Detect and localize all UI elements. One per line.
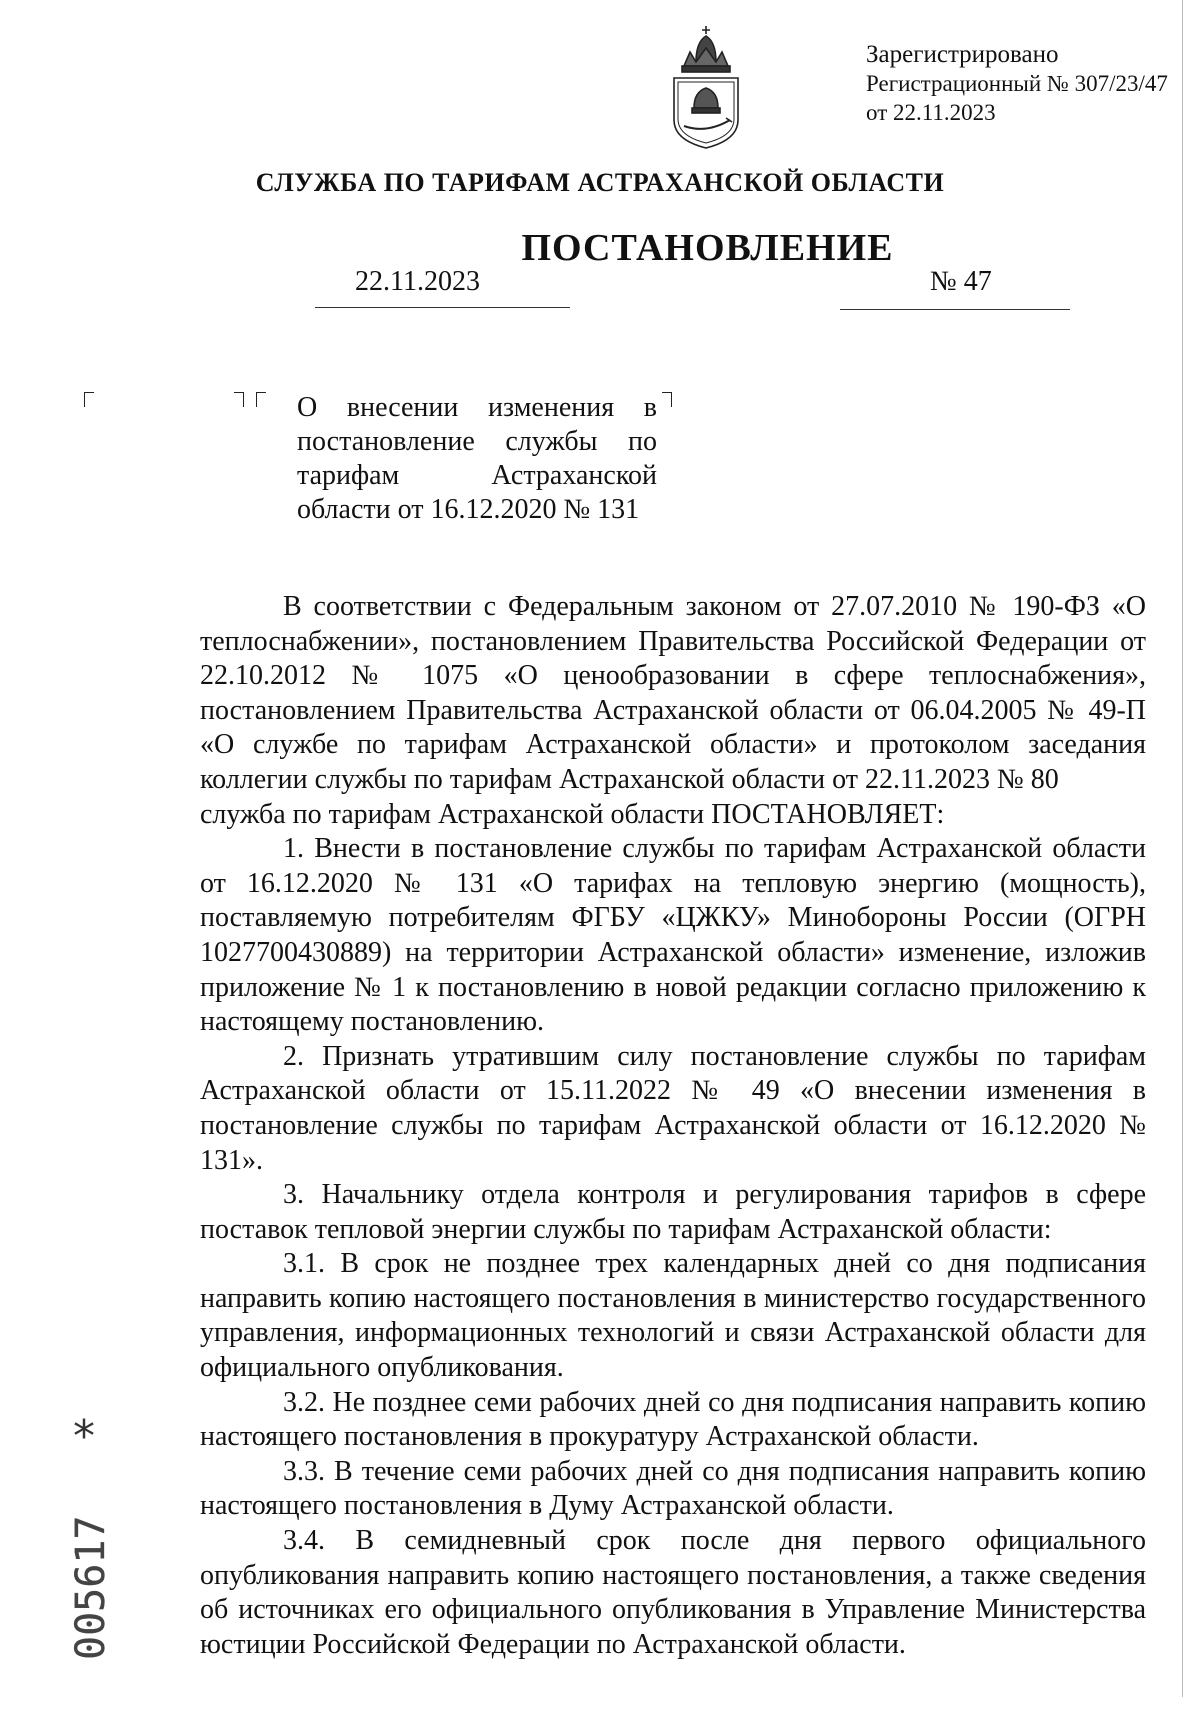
registration-stamp: [866, 40, 1168, 127]
item-3-2: 3.2. Не позднее семи рабочих дней со дня подписания направить копию настоящего постановления в прокуратуру Астраханской области.: [200, 1386, 1146, 1453]
corner-mark-right: [662, 392, 672, 407]
page-edge-line: [1182, 0, 1183, 1697]
agency-name: СЛУЖБА ПО ТАРИФАМ АСТРАХАНСКОЙ ОБЛАСТИ: [255, 168, 945, 197]
item-3-3: 3.3. В течение семи рабочих дней со дня подписания направить копию настоящего постановления в Думу Астраханской области.: [200, 1455, 1146, 1522]
document-body: [200, 590, 1146, 1662]
item-3-1: 3.1. В срок не позднее трех календарных дней со дня подписания направить копию настоящего постановления в министерство государственного управления, информационных технологий и связи Астраханской области для официального опубликования.: [200, 1248, 1146, 1384]
registration-title: Зарегистрировано: [866, 41, 1059, 68]
document-number: № 47: [930, 266, 992, 297]
item-3-4: 3.4. В семидневный срок после дня первого официального опубликования направить копию настоящего постановления, а также сведения об источниках его официального опубликования в Управление Министерства юстиции Российской Федерации по Астраханской области.: [200, 1525, 1146, 1660]
document-type-heading: ПОСТАНОВЛЕНИЕ: [521, 227, 894, 269]
date-underline: [315, 307, 570, 308]
item-1: 1. Внести в постановление службы по тарифам Астраханской области от 16.12.2020 № 131 «О тарифах на тепловую энергию (мощность), поставляемую потребителям ФГБУ «ЦЖКУ» Минобороны России (ОГРН 1027700430889) на территории Астраханской области» изменение, изложив приложение № 1 к постановлению в новой редакции согласно приложению к настоящему постановлению.: [200, 833, 1146, 1038]
corner-mark-mid-right: [234, 392, 244, 407]
item-2: 2. Признать утратившим силу постановление службы по тарифам Астраханской области от 15.11.2022 № 49 «О внесении изменения в постановление службы по тарифам Астраханской области от 16.12.2020 № 131».: [200, 1040, 1146, 1176]
registration-number: Регистрационный № 307/23/47: [866, 71, 1168, 96]
corner-mark-left: [84, 392, 94, 407]
resolution-clause: служба по тарифам Астраханской области ПОСТАНОВЛЯЕТ:: [200, 798, 945, 830]
item-3: 3. Начальнику отдела контроля и регулирования тарифов в сфере поставок тепловой энергии службы по тарифам Астраханской области:: [200, 1179, 1146, 1245]
coat-of-arms-emblem: [668, 22, 744, 152]
preamble-paragraph: В соответствии с Федеральным законом от 27.07.2010 № 190-ФЗ «О теплоснабжении», постановлением Правительства Российской Федерации от 22.10.2012 № 1075 «О ценообразовании в сфере теплоснабжения», постановлением Правительства Астраханской области от 06.04.2005 № 49-П «О службе по тарифам Астраханской области» и протоколом заседания коллегии службы по тарифам Астраханской области от 22.11.2023 № 80: [200, 591, 1146, 795]
serial-mark: *: [73, 1415, 95, 1462]
corner-mark-mid-left: [256, 392, 266, 407]
document-date: 22.11.2023: [355, 266, 480, 297]
serial-number: 005617: [68, 1515, 114, 1660]
registration-date: от 22.11.2023: [866, 100, 996, 125]
serial-number-stamp: [44, 1415, 134, 1715]
number-underline: [840, 309, 1070, 310]
document-subject: О внесении изменения в постановление службы по тарифам Астраханской области от 16.12.2020 № 131: [297, 392, 657, 525]
